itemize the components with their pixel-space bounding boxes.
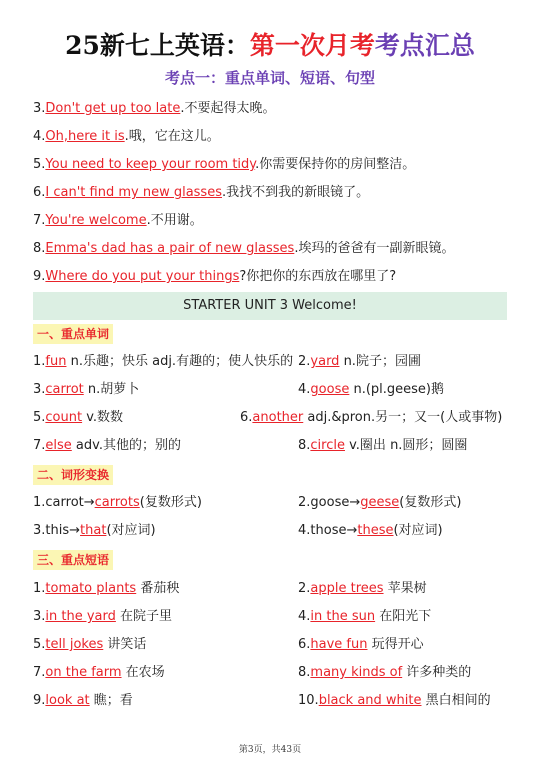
- translation-text: adv.其他的；别的: [71, 438, 181, 453]
- translation-text: 瞧；看: [89, 693, 133, 708]
- word-item: [298, 353, 421, 371]
- title-part-black: 25新七上英语：: [65, 31, 250, 60]
- form-note: (复数形式): [399, 495, 462, 510]
- answer-text: yard: [310, 354, 340, 369]
- item-number: 5.: [33, 157, 46, 172]
- translation-text: 番茄秧: [136, 581, 180, 596]
- sentence-item: [33, 100, 275, 118]
- item-number: 9.: [33, 693, 46, 708]
- translation-text: n.院子；园圃: [339, 354, 421, 369]
- answer-text: carrot: [45, 382, 84, 397]
- answer-text: on the farm: [45, 665, 122, 680]
- word-item: [33, 409, 123, 427]
- answer-text: I can't find my new glasses: [45, 185, 222, 200]
- phrase-item: [298, 580, 427, 598]
- phrase-item: [298, 636, 424, 654]
- word-item: [33, 353, 293, 371]
- word-item: [240, 409, 502, 427]
- answer-text: another: [252, 410, 304, 425]
- sentence-item: [33, 184, 369, 202]
- item-number: 5.: [33, 637, 46, 652]
- translation-text: v.数数: [82, 410, 124, 425]
- base-word: 2.goose→: [298, 495, 361, 510]
- base-word: 1.carrot→: [33, 495, 95, 510]
- base-word: 4.those→: [298, 523, 358, 538]
- item-number: 1.: [33, 581, 46, 596]
- form-item: [33, 494, 202, 512]
- sentence-item: [33, 128, 220, 146]
- answer-text: carrots: [94, 495, 140, 510]
- item-number: 8.: [298, 438, 311, 453]
- item-number: 7.: [33, 438, 46, 453]
- unit-banner: STARTER UNIT 3 Welcome!: [33, 292, 507, 320]
- page-title: [0, 30, 540, 62]
- answer-text: in the yard: [45, 609, 116, 624]
- translation-text: 许多种类的: [402, 665, 472, 680]
- answer-text: geese: [360, 495, 400, 510]
- item-number: 3.: [33, 609, 46, 624]
- phrase-item: [33, 636, 146, 654]
- item-number: 10.: [298, 693, 319, 708]
- item-number: 7.: [33, 213, 46, 228]
- answer-text: many kinds of: [310, 665, 403, 680]
- item-number: 5.: [33, 410, 46, 425]
- translation-text: 在农场: [121, 665, 165, 680]
- translation-text: ?你把你的东西放在哪里了?: [239, 269, 397, 284]
- answer-text: You need to keep your room tidy: [45, 157, 256, 172]
- title-part-red: 第一次月考: [249, 31, 375, 60]
- item-number: 4.: [298, 382, 311, 397]
- item-number: 9.: [33, 269, 46, 284]
- section-heading-words: 一、重点单词: [33, 324, 113, 344]
- answer-text: these: [357, 523, 394, 538]
- answer-text: Don't get up too late: [45, 101, 181, 116]
- form-item: [298, 494, 461, 512]
- translation-text: 在阳光下: [375, 609, 432, 624]
- answer-text: goose: [310, 382, 350, 397]
- translation-text: .不要起得太晚。: [180, 101, 276, 116]
- answer-text: tell jokes: [45, 637, 104, 652]
- translation-text: .哦，它在这儿。: [124, 129, 220, 144]
- sentence-item: [33, 268, 396, 286]
- form-note: (复数形式): [139, 495, 202, 510]
- translation-text: n.胡萝卜: [83, 382, 140, 397]
- item-number: 3.: [33, 382, 46, 397]
- phrase-item: [33, 664, 165, 682]
- translation-text: 黑白相间的: [421, 693, 491, 708]
- form-note: (对应词): [106, 523, 156, 538]
- section-heading-forms: 二、词形变换: [33, 465, 113, 485]
- word-item: [298, 381, 444, 399]
- answer-text: fun: [45, 354, 67, 369]
- item-number: 6.: [298, 637, 311, 652]
- answer-text: have fun: [310, 637, 368, 652]
- answer-text: Oh,here it is: [45, 129, 125, 144]
- translation-text: .我找不到我的新眼镜了。: [221, 185, 370, 200]
- answer-text: You're welcome: [45, 213, 147, 228]
- answer-text: tomato plants: [45, 581, 137, 596]
- phrase-item: [298, 692, 491, 710]
- item-number: 4.: [33, 129, 46, 144]
- answer-text: in the sun: [310, 609, 376, 624]
- phrase-item: [33, 580, 179, 598]
- translation-text: .你需要保持你的房间整洁。: [255, 157, 416, 172]
- sentence-item: [33, 156, 415, 174]
- item-number: 8.: [298, 665, 311, 680]
- translation-text: n.乐趣；快乐 adj.有趣的；使人快乐的: [66, 354, 294, 369]
- base-word: 3.this→: [33, 523, 81, 538]
- item-number: 3.: [33, 101, 46, 116]
- item-number: 6.: [33, 185, 46, 200]
- answer-text: black and white: [318, 693, 422, 708]
- translation-text: 玩得开心: [367, 637, 424, 652]
- answer-text: Emma's dad has a pair of new glasses: [45, 241, 295, 256]
- translation-text: 在院子里: [115, 609, 173, 624]
- item-number: 1.: [33, 354, 46, 369]
- phrase-item: [298, 608, 431, 626]
- phrase-item: [298, 664, 471, 682]
- section-heading-phrases: 三、重点短语: [33, 550, 113, 570]
- translation-text: n.(pl.geese)鹅: [349, 382, 445, 397]
- form-item: [298, 522, 443, 540]
- item-number: 4.: [298, 609, 311, 624]
- answer-text: that: [80, 523, 107, 538]
- answer-text: else: [45, 438, 72, 453]
- answer-text: count: [45, 410, 83, 425]
- answer-text: apple trees: [310, 581, 384, 596]
- item-number: 7.: [33, 665, 46, 680]
- translation-text: 讲笑话: [103, 637, 147, 652]
- item-number: 8.: [33, 241, 46, 256]
- translation-text: adj.&pron.另一；又一(人或事物): [303, 410, 503, 425]
- form-item: [33, 522, 156, 540]
- phrase-item: [33, 692, 133, 710]
- sentence-item: [33, 212, 203, 230]
- answer-text: look at: [45, 693, 90, 708]
- word-item: [33, 381, 139, 399]
- word-item: [33, 437, 181, 455]
- page-footer: 第3页，共43页: [238, 745, 302, 755]
- phrase-item: [33, 608, 172, 626]
- page-subtitle: 考点一：重点单词、短语、句型: [164, 69, 375, 87]
- answer-text: circle: [310, 438, 345, 453]
- translation-text: 苹果树: [383, 581, 427, 596]
- translation-text: .不用谢。: [146, 213, 203, 228]
- translation-text: .埃玛的爸爸有一副新眼镜。: [294, 241, 455, 256]
- form-note: (对应词): [393, 523, 443, 538]
- item-number: 2.: [298, 581, 311, 596]
- word-item: [298, 437, 467, 455]
- title-part-purple: 考点汇总: [374, 31, 475, 60]
- translation-text: v.圈出 n.圆形；圆圈: [344, 438, 468, 453]
- item-number: 6.: [240, 410, 253, 425]
- answer-text: Where do you put your things: [45, 269, 240, 284]
- item-number: 2.: [298, 354, 311, 369]
- sentence-item: [33, 240, 454, 258]
